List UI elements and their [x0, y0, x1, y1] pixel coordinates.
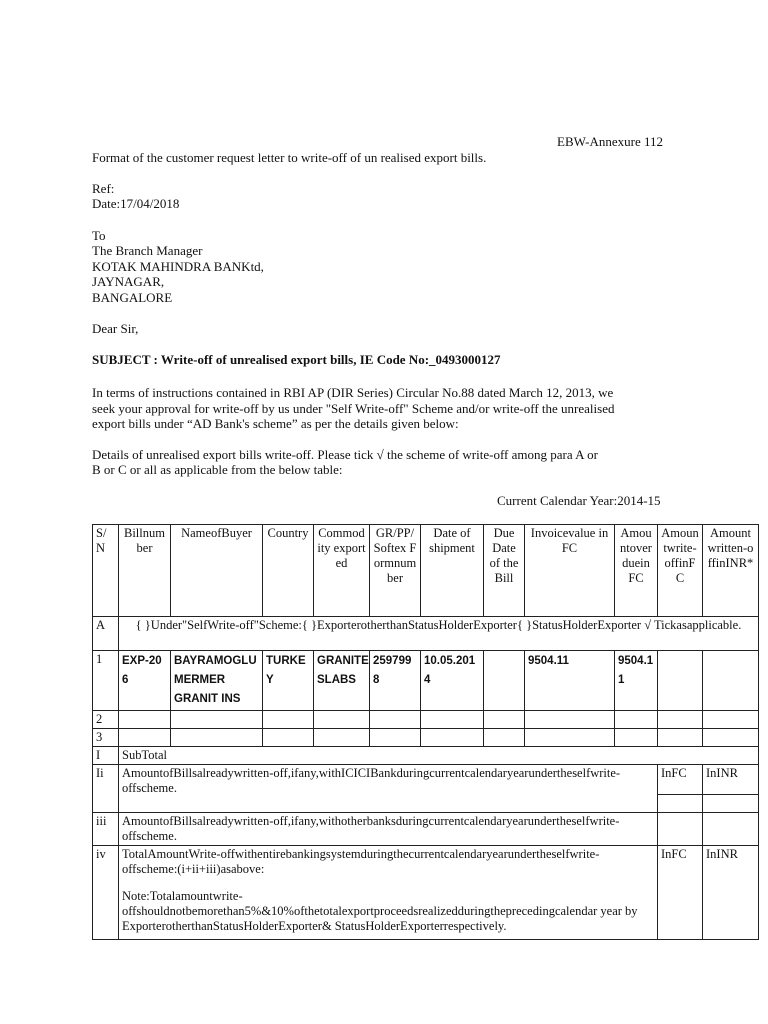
table-row [93, 711, 759, 729]
header-due-date: Due Date of the Bill [484, 525, 525, 617]
write-off-table [92, 524, 759, 940]
address-line-4: BANGALORE [92, 290, 173, 305]
row-ii-fc: InFC [658, 765, 703, 795]
para1-line-2: seek your approval for write-off by us under "Self Write-off" Scheme and/or write-off the unrealised [92, 401, 615, 416]
address-line-2: KOTAK MAHINDRA BANKtd, [92, 259, 264, 274]
already-written-other-banks-row [93, 813, 759, 846]
date-line: Date:17/04/2018 [92, 196, 180, 211]
header-date-shipment: Date of shipment [421, 525, 484, 617]
row3-sn: 3 [93, 729, 119, 747]
row1-amount-written-fc [658, 651, 703, 711]
table-row [93, 651, 759, 711]
header-bill-number: Billnumber [119, 525, 171, 617]
row1-date-shipment: 10.05.2014 [421, 651, 484, 711]
subtotal-text: SubTotal [119, 747, 759, 765]
row-iv-fc: InFC [658, 846, 703, 940]
row1-gr: 2597998 [370, 651, 421, 711]
annexure-label: EBW-Annexure 112 [557, 134, 664, 149]
calendar-year: Current Calendar Year:2014-15 [497, 493, 661, 508]
scheme-row [93, 617, 759, 651]
row1-buyer: BAYRAMOGLU MERMER GRANIT INS [171, 651, 263, 711]
row-ii-text: AmountofBillsalreadywritten-off,ifany,withICICIBankduringcurrentcalendaryearundertheselfwrite-offscheme. [119, 765, 658, 813]
row1-amount-written-inr [703, 651, 759, 711]
subtotal-row [93, 747, 759, 765]
scheme-row-label: A [93, 617, 119, 651]
header-commodity: Commodity exported [314, 525, 370, 617]
header-invoice-value: Invoicevalue in FC [525, 525, 615, 617]
format-title: Format of the customer request letter to write-off of un realised export bills. [92, 150, 487, 165]
row1-due-date [484, 651, 525, 711]
header-sn: S/N [93, 525, 119, 617]
total-write-off-row [93, 846, 759, 940]
row-iv-label: iv [93, 846, 119, 940]
header-country: Country [263, 525, 314, 617]
para2-line-1: Details of unrealised export bills write-off. Please tick √ the scheme of write-off among para A or [92, 447, 598, 462]
salutation: Dear Sir, [92, 321, 139, 336]
para1-line-3: export bills under “AD Bank's scheme” as per the details given below: [92, 416, 459, 431]
header-gr-form: GR/PP/ Softex Formnumber [370, 525, 421, 617]
header-buyer: NameofBuyer [171, 525, 263, 617]
address-line-3: JAYNAGAR, [92, 274, 165, 289]
para2-line-2: B or C or all as applicable from the below table: [92, 462, 343, 477]
row1-invoice-value: 9504.11 [525, 651, 615, 711]
row1-amount-over-due: 9504.11 [615, 651, 658, 711]
row2-sn: 2 [93, 711, 119, 729]
row-iii-text: AmountofBillsalreadywritten-off,ifany,withotherbanksduringcurrentcalendaryearundertheselfwrite-offscheme. [119, 813, 658, 846]
row-iv-text: TotalAmountWrite-offwithentirebankingsystemduringthecurrentcalendaryearundertheselfwrite-offscheme:(i+ii+iii)asabove: [122, 847, 600, 876]
already-written-icici-row [93, 765, 759, 795]
para1-line-1: In terms of instructions contained in RBI AP (DIR Series) Circular No.88 dated March 12, 2013, we [92, 385, 614, 400]
row1-commodity: GRANITE SLABS [314, 651, 370, 711]
row-iv-cell [119, 846, 658, 940]
row-iv-note: Note:Totalamountwrite-offshouldnotbemorethan5%&10%ofthetotalexportproceedsrealizedduringtheprecedingcalendar year by ExporterotherthanStatusHolderExporter& StatusHolderExporterrespectively. [122, 889, 638, 933]
row-iv-inr: InINR [703, 846, 759, 940]
header-amount-over-due: Amountoverduein FC [615, 525, 658, 617]
row1-sn: 1 [93, 651, 119, 711]
row-ii-label: Ii [93, 765, 119, 813]
address-line-1: The Branch Manager [92, 243, 203, 258]
scheme-options: { }Under"SelfWrite-off"Scheme:{ }ExporterotherthanStatusHolderExporter{ }StatusHolderExporter √ Tickasapplicable. [119, 617, 759, 651]
row-ii-inr: InINR [703, 765, 759, 795]
ref-label: Ref: [92, 181, 115, 196]
row1-country: TURKEY [263, 651, 314, 711]
header-amount-written-inr: Amountwritten-offinINR* [703, 525, 759, 617]
table-row [93, 729, 759, 747]
subject-line: SUBJECT : Write-off of unrealised export bills, IE Code No:_0493000127 [92, 352, 501, 367]
subtotal-label: I [93, 747, 119, 765]
header-amount-written-fc: Amountwrite-offinFC [658, 525, 703, 617]
row1-bill-number: EXP-206 [119, 651, 171, 711]
address-to: To [92, 228, 106, 243]
row-iii-label: iii [93, 813, 119, 846]
table-header-row [93, 525, 759, 617]
